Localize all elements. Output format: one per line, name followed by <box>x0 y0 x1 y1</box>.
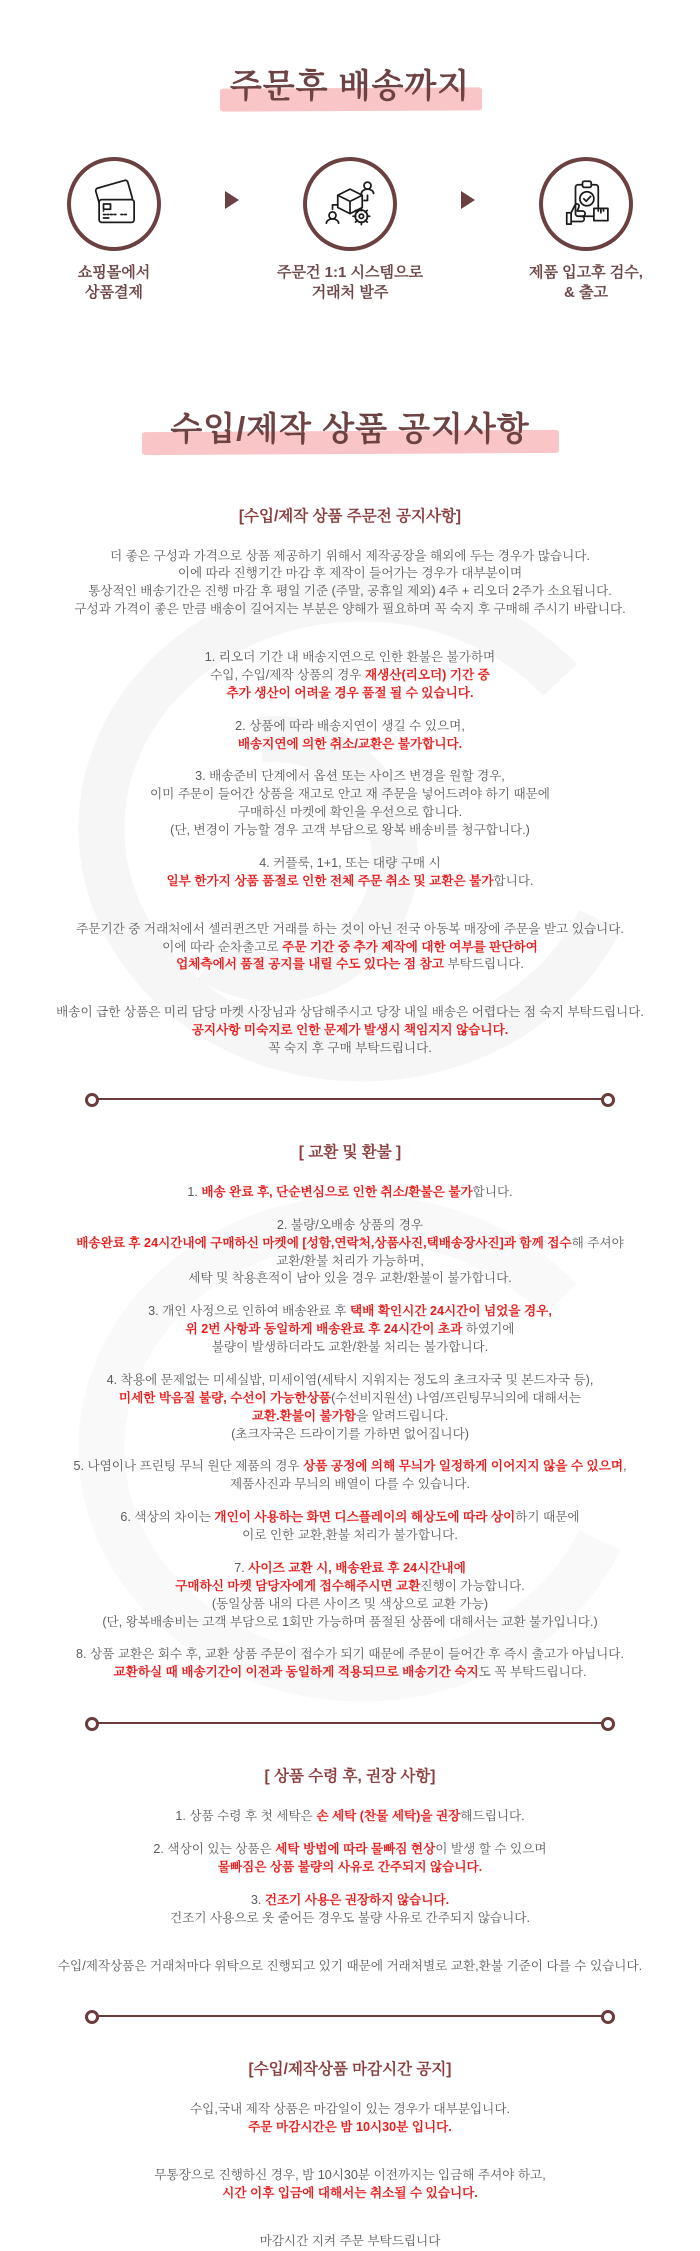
divider-line <box>96 1722 604 1724</box>
step-caption <box>78 263 150 304</box>
body-text: 1. 리오더 기간 내 배송지연으로 인한 환불은 불가하며 <box>204 650 496 665</box>
body-text: 구매하신 마켓에 확인을 우선으로 합니다. <box>237 805 463 820</box>
order-flow-steps <box>0 157 700 304</box>
body-text: (단, 왕복배송비는 고객 부담으로 1회만 가능하며 품절된 상품에 대해서는 교환 불가입니다.) <box>102 1614 598 1629</box>
body-text: 꼭 숙지 후 구매 부탁드립니다. <box>268 1041 432 1056</box>
body-text: 합니다. <box>472 1184 513 1199</box>
notice-paragraph <box>24 1958 676 1976</box>
step-caption-line: & 출고 <box>564 283 608 301</box>
notice-paragraph <box>24 855 676 891</box>
body-text: 3. 개인 사정으로 인하여 배송완료 후 <box>148 1304 350 1319</box>
body-text: 2. 색상이 있는 상품은 <box>153 1842 276 1857</box>
emphasis-text: 건조기 사용은 권장하지 않습니다. <box>264 1892 450 1907</box>
body-text: 무통장으로 진행하신 경우, 밤 10시30분 이전까지는 입금해 주셔야 하고, <box>154 2168 546 2183</box>
inspection-shipping-icon <box>558 176 614 232</box>
emphasis-text: 업체측에서 품절 공지를 내릴 수도 있다는 점 참고 <box>176 957 444 972</box>
body-text: 이에 따라 순차출고로 <box>162 939 283 954</box>
notice-paragraph <box>24 768 676 840</box>
body-text: 수입,국내 제작 상품은 마감일이 있는 경우가 대부분입니다. <box>190 2102 510 2117</box>
emphasis-text: 추가 생산이 어려울 경우 품절 될 수 있습니다. <box>226 685 474 700</box>
body-text: 배송이 급한 상품은 미리 담당 마켓 사장님과 상담해주시고 당장 내일 배송은 어렵다는 점 숙지 부탁드립니다. <box>56 1005 644 1020</box>
credit-card-icon <box>86 176 142 232</box>
notice-paragraph <box>24 921 676 975</box>
body-text: 하기 때문에 <box>515 1510 580 1525</box>
notice-paragraph <box>24 1646 676 1682</box>
order-system-icon <box>322 176 378 232</box>
body-text: 이에 따라 진행기간 마감 후 제작이 들어가는 경우가 대부분이며 <box>177 566 523 581</box>
section-divider <box>85 1092 615 1106</box>
notice-paragraph <box>24 2101 676 2137</box>
step-caption-line: 상품결제 <box>85 283 143 301</box>
notice-title-text: 수입/제작 상품 공지사항 <box>170 410 530 448</box>
body-text: (초크자국은 드라이기를 가하면 없어집니다) <box>231 1426 469 1441</box>
emphasis-text: 공지사항 미숙지로 인한 문제가 발생시 책임지지 않습니다. <box>191 1023 509 1038</box>
body-text: 1. <box>187 1184 202 1199</box>
body-text: , <box>623 1459 627 1474</box>
emphasis-text: 미세한 박음질 불량, 수선이 가능한상품 <box>118 1390 332 1405</box>
emphasis-text: 구매하신 마켓 담당자에게 접수해주시면 교환 <box>175 1578 421 1593</box>
notice-paragraph <box>24 1217 676 1289</box>
body-text: 건조기 사용으로 옷 줄어든 경우도 불량 사유로 간주되지 않습니다. <box>170 1910 530 1925</box>
body-text: 3. 배송준비 단계에서 옵션 또는 사이즈 변경을 원할 경우, <box>195 769 505 784</box>
body-text: 이미 주문이 들어간 상품을 재고로 안고 재 주문을 넣어드려야 하기 때문에 <box>150 787 550 802</box>
body-text: 합니다. <box>493 873 534 888</box>
emphasis-text: 시간 이후 입금에 대해서는 취소될 수 있습니다. <box>222 2186 478 2201</box>
emphasis-text: 배송지연에 의한 취소/교환은 불가합니다. <box>237 736 463 751</box>
arrow-right-icon <box>225 191 239 209</box>
notice-paragraph <box>24 2167 676 2203</box>
body-text: 세탁 및 착용흔적이 남아 있을 경우 교환/환불이 불가합니다. <box>188 1271 512 1286</box>
body-text: 하였기에 <box>462 1322 515 1337</box>
emphasis-text: 개인이 사용하는 화면 디스플레이의 해상도에 따라 상이 <box>214 1510 516 1525</box>
section-divider <box>85 1716 615 1730</box>
notice-paragraph <box>24 1184 676 1202</box>
emphasis-text: 주문 기간 중 추가 제작에 대한 여부를 판단하여 <box>282 939 538 954</box>
emphasis-text: 손 세탁 (찬물 세탁)을 권장 <box>316 1809 461 1824</box>
body-text: (동일상품 내의 다른 사이즈 및 색상으로 교환 가능) <box>211 1596 489 1611</box>
emphasis-text: 일부 한가지 상품 품절로 인한 전체 주문 취소 및 교환은 불가 <box>166 873 494 888</box>
step-caption-line: 주문건 1:1 시스템으로 <box>277 263 423 281</box>
notice-paragraph <box>24 1372 676 1444</box>
emphasis-text: 사이즈 교환 시, 배송완료 후 24시간내에 <box>248 1560 466 1575</box>
emphasis-text: 배송완료 후 24시간내에 구매하신 마켓에 [성함,연락처,상품사진,택배송장사진]과 함께 접수 <box>76 1235 572 1250</box>
body-text: 4. 착용에 문제없는 미세실밥, 미세이염(세탁시 지워지는 정도의 초크자국 및 본드자국 등), <box>106 1372 594 1387</box>
body-text: 진행이 가능합니다. <box>420 1578 525 1593</box>
step-caption <box>277 263 423 304</box>
body-text: 5. 나염이나 프린팅 무늬 원단 제품의 경우 <box>73 1459 304 1474</box>
section-header: [수입/제작상품 마감시간 공지] <box>248 2061 452 2079</box>
emphasis-text: 주문 마감시간은 밤 10시30분 입니다. <box>248 2120 452 2135</box>
page-title <box>224 68 476 104</box>
emphasis-text: 세탁 방법에 따라 물빠짐 현상 <box>275 1842 436 1857</box>
step-order-system <box>265 157 435 304</box>
body-text: 통상적인 배송기간은 진행 마감 후 평일 기준 (주말, 공휴일 제외) 4주 + 리오더 2주가 소요됩니다. <box>88 584 612 599</box>
notice-paragraph <box>24 1509 676 1545</box>
body-text: 3. <box>250 1892 265 1907</box>
notice-paragraph <box>24 1841 676 1877</box>
divider-line <box>96 2015 604 2017</box>
notice-paragraph <box>24 1560 676 1632</box>
notice-paragraph <box>24 2233 676 2251</box>
emphasis-text: 위 2번 사항과 동일하게 배송완료 후 24시간이 초과 <box>185 1322 463 1337</box>
step-caption-line: 거래처 발주 <box>311 283 389 301</box>
section-divider <box>85 2009 615 2023</box>
body-text: 1. 상품 수령 후 첫 세탁은 <box>175 1809 317 1824</box>
body-text: 해드립니다. <box>460 1809 525 1824</box>
body-text: 4. 커플룩, 1+1, 또는 대량 구매 시 <box>259 855 441 870</box>
notice-paragraph <box>24 718 676 754</box>
body-text: 부탁드립니다. <box>443 957 524 972</box>
body-text: (단, 변경이 가능할 경우 고객 부담으로 왕복 배송비를 청구합니다.) <box>170 823 530 838</box>
emphasis-text: 물빠짐은 상품 불량의 사유로 간주되지 않습니다. <box>217 1859 483 1874</box>
step-caption-line: 제품 입고후 검수, <box>529 263 643 281</box>
step-circle <box>67 157 161 251</box>
divider-line <box>96 1098 604 1100</box>
emphasis-text: 택배 확인시간 24시간이 넘었을 경우, <box>350 1304 552 1319</box>
body-text: 6. 색상의 차이는 <box>120 1510 215 1525</box>
body-text: 이로 인한 교환,환불 처리가 불가합니다. <box>242 1528 458 1543</box>
body-text: 주문기간 중 거래처에서 셀러퀸즈만 거래를 하는 것이 아닌 전국 아동복 매장에 주문을 받고 있습니다. <box>76 921 624 936</box>
page-title-text: 주문후 배송까지 <box>229 67 471 105</box>
order-to-delivery-title-wrap <box>0 46 700 127</box>
body-text: 수입/제작상품은 거래처마다 위탁으로 진행되고 있기 때문에 거래처별로 교환,환불 기준이 다를 수 있습니다. <box>57 1958 643 1973</box>
notice-paragraph <box>24 1004 676 1058</box>
body-text: 마감시간 지켜 주문 부탁드립니다 <box>259 2233 441 2248</box>
body-text: 2. 불량/오배송 상품의 경우 <box>276 1217 424 1232</box>
body-text: 불량이 발생하더라도 교환/환불 처리는 불가합니다. <box>211 1340 489 1355</box>
notice-body <box>0 504 700 2251</box>
body-text: 8. 상품 교환은 회수 후, 교환 상품 주문이 접수가 되기 때문에 주문이 들어간 후 즉시 출고가 아닙니다. <box>76 1647 624 1662</box>
notice-paragraph <box>24 548 676 620</box>
body-text: 구성과 가격이 좋은 만큼 배송이 길어지는 부분은 양해가 필요하며 꼭 숙지 후 구매해 주시기 바랍니다. <box>74 602 626 617</box>
body-text: 제품사진과 무늬의 배열이 다를 수 있습니다. <box>230 1477 470 1492</box>
body-text: 해 주셔야 <box>571 1235 624 1250</box>
emphasis-text: 상품 공정에 의해 무늬가 일정하게 이어지지 않을 수 있으며 <box>303 1459 624 1474</box>
body-text: 2. 상품에 따라 배송지연이 생길 수 있으며, <box>235 718 465 733</box>
emphasis-text: 배송 완료 후, 단순변심으로 인한 취소/환불은 불가 <box>201 1184 473 1199</box>
step-circle <box>539 157 633 251</box>
notice-paragraph <box>24 1892 676 1928</box>
section-header: [ 교환 및 환불 ] <box>298 1143 402 1161</box>
body-text: 을 알려드립니다. <box>356 1408 449 1423</box>
step-circle <box>303 157 397 251</box>
section-header: [수입/제작 상품 주문전 공지사항] <box>238 507 462 525</box>
body-text: 이 발생 할 수 있으며 <box>435 1842 547 1857</box>
notice-title <box>164 411 535 447</box>
section-header: [ 상품 수령 후, 권장 사항] <box>264 1768 436 1786</box>
notice-paragraph <box>24 1808 676 1826</box>
notice-paragraph <box>24 1303 676 1357</box>
step-caption <box>529 263 643 304</box>
arrow-right-icon <box>461 191 475 209</box>
body-text: 도 꼭 부탁드립니다. <box>478 1665 587 1680</box>
body-text: 7. <box>234 1560 249 1575</box>
body-text: 수입, 수입/제작 상품의 경우 <box>210 667 365 682</box>
emphasis-text: 재생산(리오더) 기간 중 <box>364 667 490 682</box>
import-notice-title-wrap <box>0 389 700 470</box>
emphasis-text: 교환하실 때 배송기간이 이전과 동일하게 적용되므로 배송기간 숙지 <box>113 1665 479 1680</box>
body-text: 더 좋은 구성과 가격으로 상품 제공하기 위해서 제작공장을 해외에 두는 경우가 많습니다. <box>110 548 590 563</box>
notice-paragraph <box>24 649 676 703</box>
notice-paragraph <box>24 1458 676 1494</box>
emphasis-text: 교환.환불이 불가함 <box>251 1408 357 1423</box>
body-text: 교환/환불 처리가 가능하며, <box>276 1253 424 1268</box>
step-caption-line: 쇼핑몰에서 <box>77 263 151 281</box>
step-inspection <box>501 157 671 304</box>
body-text: (수선비지원선) 나염/프린팅무늬의에 대해서는 <box>331 1390 582 1405</box>
step-payment <box>29 157 199 304</box>
